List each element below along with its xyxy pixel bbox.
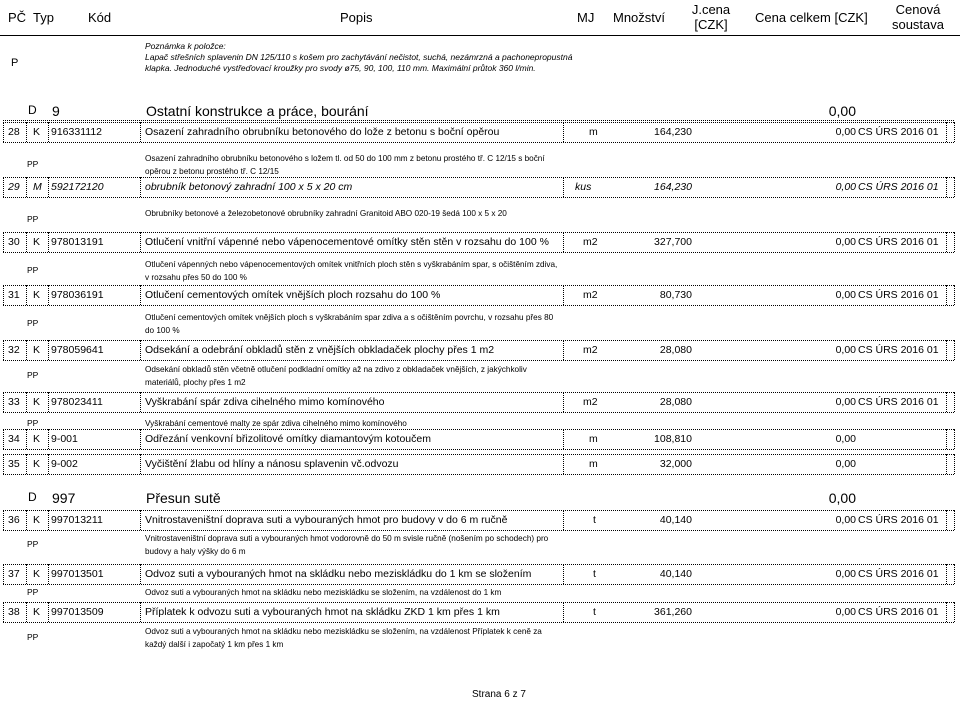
- row-typ: K: [33, 568, 41, 580]
- note-text: Poznámka k položce: Lapač střešních splavenin DN 125/110 s košem pro zachytávání nečistot, suchá, nezámrzná a pachonepropustná klapka. Jednoduché vystřeďovací kroužky pro svody ø75, 90, 100, 110 mm. Maximální průtok 360 l/min.: [145, 41, 573, 73]
- row-kod: 9-002: [51, 458, 78, 470]
- row-pp-tag: PP: [27, 587, 39, 597]
- row-kod: 916331112: [51, 126, 102, 138]
- row-pp-text: Odsekání obkladů stěn včetně otlučení podkladní omítky až na zdivo z obkladaček vnějších, z jakýchkoliv materiálů, plochy přes 1 m2: [145, 365, 527, 387]
- row-mj: m2: [583, 344, 598, 356]
- row-typ: K: [33, 433, 41, 445]
- row-mnozstvi: 108,810: [654, 433, 692, 445]
- row-separator: [563, 122, 564, 142]
- row-separator: [563, 285, 564, 305]
- row-separator: [26, 122, 27, 142]
- row-separator: [946, 232, 947, 252]
- row-top-border: [3, 285, 954, 286]
- row-separator: [48, 340, 49, 360]
- row-edge: [954, 340, 955, 360]
- row-soustava: CS ÚRS 2016 01: [858, 126, 939, 138]
- row-separator: [140, 429, 141, 449]
- row-separator: [48, 122, 49, 142]
- row-pp-tag: PP: [27, 370, 39, 380]
- row-separator: [48, 602, 49, 622]
- row-separator: [563, 564, 564, 584]
- row-edge: [954, 454, 955, 474]
- row-pc: 37: [8, 568, 20, 580]
- row-pp-text: Odvoz suti a vybouraných hmot na skládku nebo meziskládku se složením, na vzdálenost do 1 km: [145, 588, 502, 597]
- row-popis: Vyčištění žlabu od hlíny a nánosu splavenin vč.odvozu: [145, 458, 399, 470]
- row-top-border: [3, 602, 954, 603]
- row-edge: [3, 340, 4, 360]
- row-mnozstvi: 32,000: [659, 458, 692, 470]
- section-kod: 9: [52, 103, 60, 119]
- row-top-border: [3, 340, 954, 341]
- header-cenova-soustava: Cenová soustava: [891, 2, 945, 32]
- row-popis: Otlučení cementových omítek vnějších ploch rozsahu do 100 %: [145, 289, 441, 301]
- row-separator: [26, 285, 27, 305]
- row-bottom-border: [3, 252, 954, 253]
- row-separator: [140, 340, 141, 360]
- row-pc: 34: [8, 433, 20, 445]
- row-separator: [563, 340, 564, 360]
- header-kod: Kód: [88, 10, 112, 25]
- row-separator: [26, 454, 27, 474]
- row-separator: [946, 454, 947, 474]
- row-separator: [140, 602, 141, 622]
- section-total: 0,00: [828, 490, 856, 506]
- row-mnozstvi: 28,080: [659, 396, 692, 408]
- row-separator: [48, 177, 49, 197]
- row-separator: [26, 232, 27, 252]
- row-edge: [954, 429, 955, 449]
- row-soustava: CS ÚRS 2016 01: [858, 606, 939, 618]
- row-top-border: [3, 232, 954, 233]
- row-cena: 0,00: [835, 236, 856, 248]
- row-separator: [26, 340, 27, 360]
- row-top-border: [3, 454, 954, 455]
- row-separator: [26, 510, 27, 530]
- row-pp-tag: PP: [27, 159, 39, 169]
- row-separator: [48, 454, 49, 474]
- row-kod: 997013509: [51, 606, 104, 618]
- row-separator: [946, 602, 947, 622]
- row-edge: [954, 122, 955, 142]
- row-typ: K: [33, 236, 41, 248]
- row-popis: Osazení zahradního obrubníku betonového do lože z betonu s boční opěrou: [145, 126, 500, 138]
- row-bottom-border: [3, 622, 954, 623]
- row-pp-text: Otlučení vápenných nebo vápenocementových omítek vnitřních ploch stěn s vyškrabáním spar, s očištěním zdiva, v rozsahu přes 50 do 100 %: [145, 260, 558, 282]
- row-typ: K: [33, 344, 41, 356]
- row-soustava: CS ÚRS 2016 01: [858, 236, 939, 248]
- row-edge: [3, 122, 4, 142]
- header-pc: PČ: [8, 10, 27, 25]
- note-typ: P: [11, 57, 19, 69]
- row-mj: t: [593, 568, 596, 580]
- row-typ: K: [33, 126, 41, 138]
- row-typ: K: [33, 606, 41, 618]
- row-pc: 36: [8, 514, 20, 526]
- row-separator: [48, 564, 49, 584]
- row-kod: 9-001: [51, 433, 78, 445]
- row-separator: [946, 285, 947, 305]
- row-separator: [563, 177, 564, 197]
- row-kod: 978036191: [51, 289, 104, 301]
- row-pp-text: Osazení zahradního obrubníku betonového s ložem tl. od 50 do 100 mm z betonu prostého tř. C 12/15 s boční opěrou z betonu prostého tř. C 12/15: [145, 154, 545, 176]
- row-separator: [140, 285, 141, 305]
- row-separator: [946, 340, 947, 360]
- row-pp-tag: PP: [27, 418, 39, 428]
- row-separator: [563, 454, 564, 474]
- row-soustava: CS ÚRS 2016 01: [858, 514, 939, 526]
- row-pc: 32: [8, 344, 20, 356]
- header-typ: Typ: [33, 10, 54, 25]
- row-separator: [946, 564, 947, 584]
- row-popis: Vyškrabání spár zdiva cihelného mimo komínového: [145, 396, 385, 408]
- row-mj: t: [593, 514, 596, 526]
- row-edge: [954, 510, 955, 530]
- row-popis: Příplatek k odvozu suti a vybouraných hmot na skládku ZKD 1 km přes 1 km: [145, 606, 500, 618]
- row-cena: 0,00: [835, 514, 856, 526]
- row-mj: m: [589, 126, 598, 138]
- row-separator: [140, 232, 141, 252]
- row-pp-tag: PP: [27, 214, 39, 224]
- row-popis: Vnitrostaveništní doprava suti a vybouraných hmot pro budovy v do 6 m ručně: [145, 514, 508, 526]
- header-mnozstvi: Množství: [613, 10, 666, 25]
- row-pc: 30: [8, 236, 20, 248]
- row-pc: 28: [8, 126, 20, 138]
- row-pc: 35: [8, 458, 20, 470]
- row-mj: t: [593, 606, 596, 618]
- row-edge: [3, 564, 4, 584]
- row-pc: 29: [8, 181, 20, 193]
- row-cena: 0,00: [835, 344, 856, 356]
- section-total: 0,00: [828, 103, 856, 119]
- row-mj: kus: [575, 181, 592, 193]
- section-kod: 997: [52, 490, 76, 506]
- row-cena: 0,00: [835, 458, 856, 470]
- row-cena: 0,00: [835, 606, 856, 618]
- row-kod: 997013211: [51, 514, 103, 526]
- row-bottom-border: [3, 412, 954, 413]
- row-separator: [26, 602, 27, 622]
- row-mnozstvi: 28,080: [659, 344, 692, 356]
- row-pp-tag: PP: [27, 539, 39, 549]
- row-pp-text: Odvoz suti a vybouraných hmot na skládku nebo meziskládku se složením, na vzdálenost Příplatek k ceně za každý další i započatý 1 km přes 1 km: [145, 627, 542, 649]
- row-pp-tag: PP: [27, 632, 39, 642]
- page-number: Strana 6 z 7: [472, 689, 526, 700]
- row-kod: 592172120: [51, 181, 104, 193]
- row-mj: m: [589, 433, 598, 445]
- row-bottom-border: [3, 197, 954, 198]
- row-kod: 978023411: [51, 396, 103, 408]
- row-top-border: [3, 429, 954, 430]
- row-separator: [563, 602, 564, 622]
- row-pp-text: Vnitrostaveništní doprava suti a vybouraných hmot vodorovně do 50 m svisle ručně (nošením po schodech) pro budovy a haly výšky do 6 m: [145, 534, 549, 556]
- row-top-border: [3, 177, 954, 178]
- row-kod: 978059641: [51, 344, 104, 356]
- row-edge: [3, 429, 4, 449]
- row-mnozstvi: 40,140: [659, 568, 692, 580]
- row-cena: 0,00: [835, 126, 856, 138]
- row-edge: [954, 602, 955, 622]
- row-pc: 33: [8, 396, 20, 408]
- section-title: Přesun sutě: [146, 490, 221, 506]
- row-separator: [48, 232, 49, 252]
- row-mnozstvi: 80,730: [659, 289, 692, 301]
- row-top-border: [3, 122, 954, 123]
- row-soustava: CS ÚRS 2016 01: [858, 344, 939, 356]
- row-mnozstvi: 327,700: [654, 236, 692, 248]
- row-pc: 31: [8, 289, 20, 301]
- row-separator: [946, 392, 947, 412]
- row-bottom-border: [3, 584, 954, 585]
- row-soustava: CS ÚRS 2016 01: [858, 568, 939, 580]
- row-separator: [140, 392, 141, 412]
- row-cena: 0,00: [835, 289, 856, 301]
- row-mnozstvi: 164,230: [654, 126, 692, 138]
- section-typ: D: [28, 103, 37, 117]
- row-separator: [26, 564, 27, 584]
- row-separator: [946, 510, 947, 530]
- row-mj: m2: [583, 289, 598, 301]
- row-separator: [140, 564, 141, 584]
- header-mj: MJ: [577, 10, 595, 25]
- row-soustava: CS ÚRS 2016 01: [858, 181, 939, 193]
- row-separator: [946, 177, 947, 197]
- row-separator: [946, 122, 947, 142]
- row-cena: 0,00: [835, 433, 856, 445]
- header-cena-celkem: Cena celkem [CZK]: [755, 10, 868, 25]
- row-bottom-border: [3, 360, 954, 361]
- row-typ: K: [33, 458, 41, 470]
- section-divider: [3, 120, 954, 121]
- header-divider: [0, 35, 960, 36]
- row-separator: [946, 429, 947, 449]
- row-bottom-border: [3, 142, 954, 143]
- row-mj: m: [589, 458, 598, 470]
- row-cena: 0,00: [835, 181, 856, 193]
- row-cena: 0,00: [835, 396, 856, 408]
- row-bottom-border: [3, 305, 954, 306]
- row-popis: Odvoz suti a vybouraných hmot na skládku nebo meziskládku do 1 km se složením: [145, 568, 532, 580]
- row-bottom-border: [3, 530, 954, 531]
- row-popis: Otlučení vnitřní vápenné nebo vápenocementové omítky stěn stěn v rozsahu do 100 %: [145, 236, 549, 248]
- row-pp-tag: PP: [27, 265, 39, 275]
- row-pc: 38: [8, 606, 20, 618]
- row-separator: [26, 177, 27, 197]
- row-separator: [140, 510, 141, 530]
- row-edge: [3, 510, 4, 530]
- row-edge: [3, 392, 4, 412]
- row-separator: [26, 392, 27, 412]
- row-popis: Odřezání venkovní břizolitové omítky diamantovým kotoučem: [145, 433, 431, 445]
- row-separator: [48, 429, 49, 449]
- section-typ: D: [28, 490, 37, 504]
- row-mnozstvi: 361,260: [654, 606, 692, 618]
- row-edge: [954, 285, 955, 305]
- row-mj: m2: [583, 396, 598, 408]
- row-mnozstvi: 40,140: [659, 514, 692, 526]
- row-soustava: CS ÚRS 2016 01: [858, 396, 939, 408]
- row-edge: [3, 232, 4, 252]
- row-separator: [48, 285, 49, 305]
- row-pp-tag: PP: [27, 318, 39, 328]
- row-edge: [954, 177, 955, 197]
- row-separator: [26, 429, 27, 449]
- row-soustava: CS ÚRS 2016 01: [858, 289, 939, 301]
- row-edge: [3, 285, 4, 305]
- row-bottom-border: [3, 449, 954, 450]
- row-typ: K: [33, 396, 41, 408]
- row-popis: obrubník betonový zahradní 100 x 5 x 20 cm: [145, 181, 353, 193]
- row-edge: [3, 454, 4, 474]
- header-jcena: J.cena [CZK]: [691, 2, 731, 32]
- row-kod: 997013501: [51, 568, 104, 580]
- row-bottom-border: [3, 474, 954, 475]
- row-mnozstvi: 164,230: [654, 181, 692, 193]
- row-pp-text: Vyškrabání cementové malty ze spár zdiva cihelného mimo komínového: [145, 419, 407, 428]
- row-separator: [140, 122, 141, 142]
- row-pp-text: Otlučení cementových omítek vnějších ploch s vyškrabáním spar zdiva a s očištěním povrchu, v rozsahu přes 80 do 100 %: [145, 313, 554, 335]
- row-kod: 978013191: [51, 236, 104, 248]
- row-separator: [140, 177, 141, 197]
- section-title: Ostatní konstrukce a práce, bourání: [146, 103, 369, 119]
- row-popis: Odsekání a odebrání obkladů stěn z vnějších obkladaček plochy přes 1 m2: [145, 344, 495, 356]
- row-separator: [48, 392, 49, 412]
- row-separator: [563, 392, 564, 412]
- row-typ: M: [33, 181, 42, 193]
- row-separator: [563, 429, 564, 449]
- row-separator: [563, 232, 564, 252]
- row-top-border: [3, 510, 954, 511]
- row-edge: [3, 602, 4, 622]
- header-popis: Popis: [340, 10, 373, 25]
- row-edge: [954, 232, 955, 252]
- row-edge: [954, 392, 955, 412]
- row-pp-text: Obrubníky betonové a železobetonové obrubníky zahradní Granitoid ABO 020-19 šedá 100 x 5 x 20: [145, 209, 507, 218]
- row-mj: m2: [583, 236, 598, 248]
- row-separator: [48, 510, 49, 530]
- row-typ: K: [33, 289, 41, 301]
- row-edge: [3, 177, 4, 197]
- row-separator: [563, 510, 564, 530]
- row-separator: [140, 454, 141, 474]
- row-edge: [954, 564, 955, 584]
- row-top-border: [3, 564, 954, 565]
- row-typ: K: [33, 514, 41, 526]
- row-top-border: [3, 392, 954, 393]
- row-cena: 0,00: [835, 568, 856, 580]
